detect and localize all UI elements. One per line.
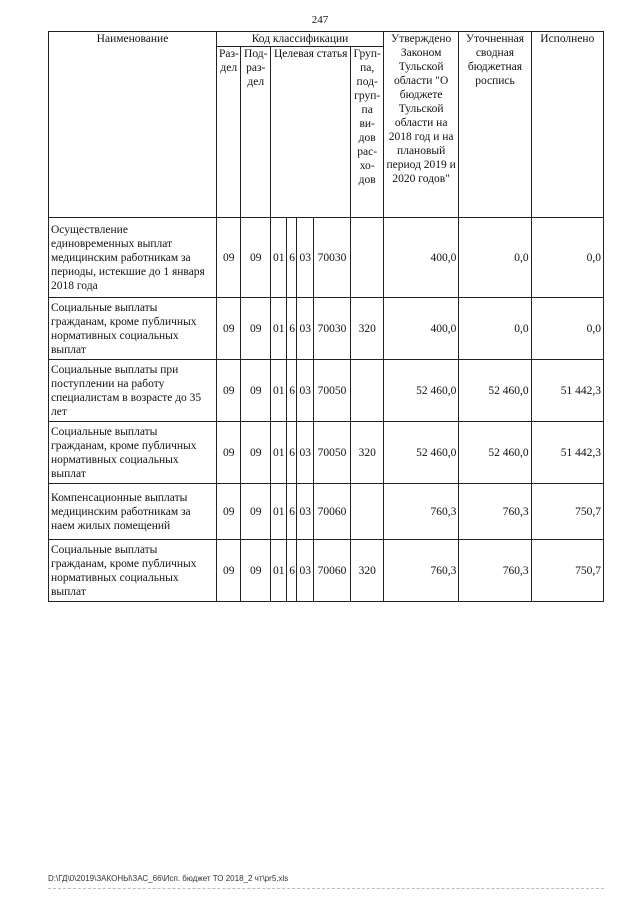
table-row-name: Осуществление единовременных выплат медицинским работникам за периоды, истекшие до 1 января 2018 года [49, 218, 217, 298]
table-row-section: 09 [217, 484, 241, 540]
table-row-subsection: 09 [241, 218, 271, 298]
table-row [49, 360, 604, 422]
table-row-target-subprogram: 03 [297, 218, 313, 298]
table-row-expense-group [351, 218, 384, 298]
table-row-refined: 0,0 [459, 298, 531, 360]
table-row-target-direction: 70030 [313, 218, 351, 298]
table-row-name: Социальные выплаты гражданам, кроме публичных нормативных социальных выплат [49, 540, 217, 602]
table-row-target-subprogram: 03 [297, 422, 313, 484]
budget-table [48, 31, 604, 602]
table-row-target-subprogram: 03 [297, 298, 313, 360]
table-row-executed: 750,7 [531, 484, 603, 540]
table-row-approved: 52 460,0 [383, 360, 458, 422]
table-row [49, 298, 604, 360]
table-row-target-subprogram: 03 [297, 360, 313, 422]
table-row-refined: 760,3 [459, 540, 531, 602]
table-row-executed: 750,7 [531, 540, 603, 602]
table-row-approved: 52 460,0 [383, 422, 458, 484]
header-refined: Уточненная сводная бюджетная роспись [459, 32, 531, 218]
table-row-target-program: 01 [270, 422, 286, 484]
footer-divider [48, 888, 604, 889]
table-row-expense-group [351, 360, 384, 422]
table-row-refined: 0,0 [459, 218, 531, 298]
header-section: Раз-дел [217, 47, 241, 218]
table-row-section: 09 [217, 540, 241, 602]
table-row-executed: 0,0 [531, 218, 603, 298]
header-expense-group: Груп-па, под-груп-па ви-дов рас-хо-дов [351, 47, 384, 218]
table-row-target-program: 01 [270, 218, 286, 298]
table-row-name: Социальные выплаты гражданам, кроме публичных нормативных социальных выплат [49, 422, 217, 484]
table-row-approved: 400,0 [383, 298, 458, 360]
table-row-executed: 51 442,3 [531, 422, 603, 484]
table-row-executed: 0,0 [531, 298, 603, 360]
header-target-article: Целевая статья [270, 47, 350, 218]
table-row-target-type: 6 [287, 422, 297, 484]
table-row-section: 09 [217, 218, 241, 298]
table-row [49, 540, 604, 602]
table-row [49, 422, 604, 484]
table-row-expense-group: 320 [351, 422, 384, 484]
file-path-footer: D:\ГД\0\2019\ЗАКОНЫ\ЗАС_66\Исп. бюджет ТО 2018_2 чт\pr5.xls [48, 874, 289, 883]
table-row-target-program: 01 [270, 298, 286, 360]
table-row-approved: 760,3 [383, 540, 458, 602]
table-row-refined: 52 460,0 [459, 422, 531, 484]
table-row-target-type: 6 [287, 218, 297, 298]
table-row-approved: 400,0 [383, 218, 458, 298]
table-row-target-type: 6 [287, 484, 297, 540]
table-row-target-direction: 70050 [313, 360, 351, 422]
table-row-name: Социальные выплаты гражданам, кроме публичных нормативных социальных выплат [49, 298, 217, 360]
table-row-section: 09 [217, 422, 241, 484]
header-code-group: Код классификации [217, 32, 384, 47]
table-row-name: Социальные выплаты при поступлении на работу специалистам в возрасте до 35 лет [49, 360, 217, 422]
table-row-target-program: 01 [270, 484, 286, 540]
table-row-expense-group: 320 [351, 298, 384, 360]
table-row-refined: 52 460,0 [459, 360, 531, 422]
table-row-subsection: 09 [241, 298, 271, 360]
table-row-target-type: 6 [287, 360, 297, 422]
table-row [49, 218, 604, 298]
table-row [49, 484, 604, 540]
table-row-subsection: 09 [241, 422, 271, 484]
page-number: 247 [311, 14, 329, 26]
table-row-section: 09 [217, 360, 241, 422]
table-row-target-program: 01 [270, 540, 286, 602]
table-row-refined: 760,3 [459, 484, 531, 540]
table-row-subsection: 09 [241, 360, 271, 422]
table-row-target-direction: 70050 [313, 422, 351, 484]
table-row-subsection: 09 [241, 484, 271, 540]
table-row-section: 09 [217, 298, 241, 360]
header-subsection: Под-раз-дел [241, 47, 271, 218]
table-row-target-subprogram: 03 [297, 484, 313, 540]
table-row-target-type: 6 [287, 540, 297, 602]
table-row-expense-group: 320 [351, 540, 384, 602]
table-row-target-direction: 70030 [313, 298, 351, 360]
table-row-target-direction: 70060 [313, 540, 351, 602]
table-row-executed: 51 442,3 [531, 360, 603, 422]
table-row-expense-group [351, 484, 384, 540]
table-row-target-program: 01 [270, 360, 286, 422]
header-name: Наименование [49, 32, 217, 218]
header-executed: Исполнено [531, 32, 603, 218]
table-row-subsection: 09 [241, 540, 271, 602]
table-row-name: Компенсационные выплаты медицинским работникам за наем жилых помещений [49, 484, 217, 540]
table-row-target-type: 6 [287, 298, 297, 360]
table-row-target-direction: 70060 [313, 484, 351, 540]
table-row-approved: 760,3 [383, 484, 458, 540]
table-row-target-subprogram: 03 [297, 540, 313, 602]
header-approved: Утверждено Законом Тульской области "О бюджете Тульской области на 2018 год и на плановый период 2019 и 2020 годов" [383, 32, 458, 218]
